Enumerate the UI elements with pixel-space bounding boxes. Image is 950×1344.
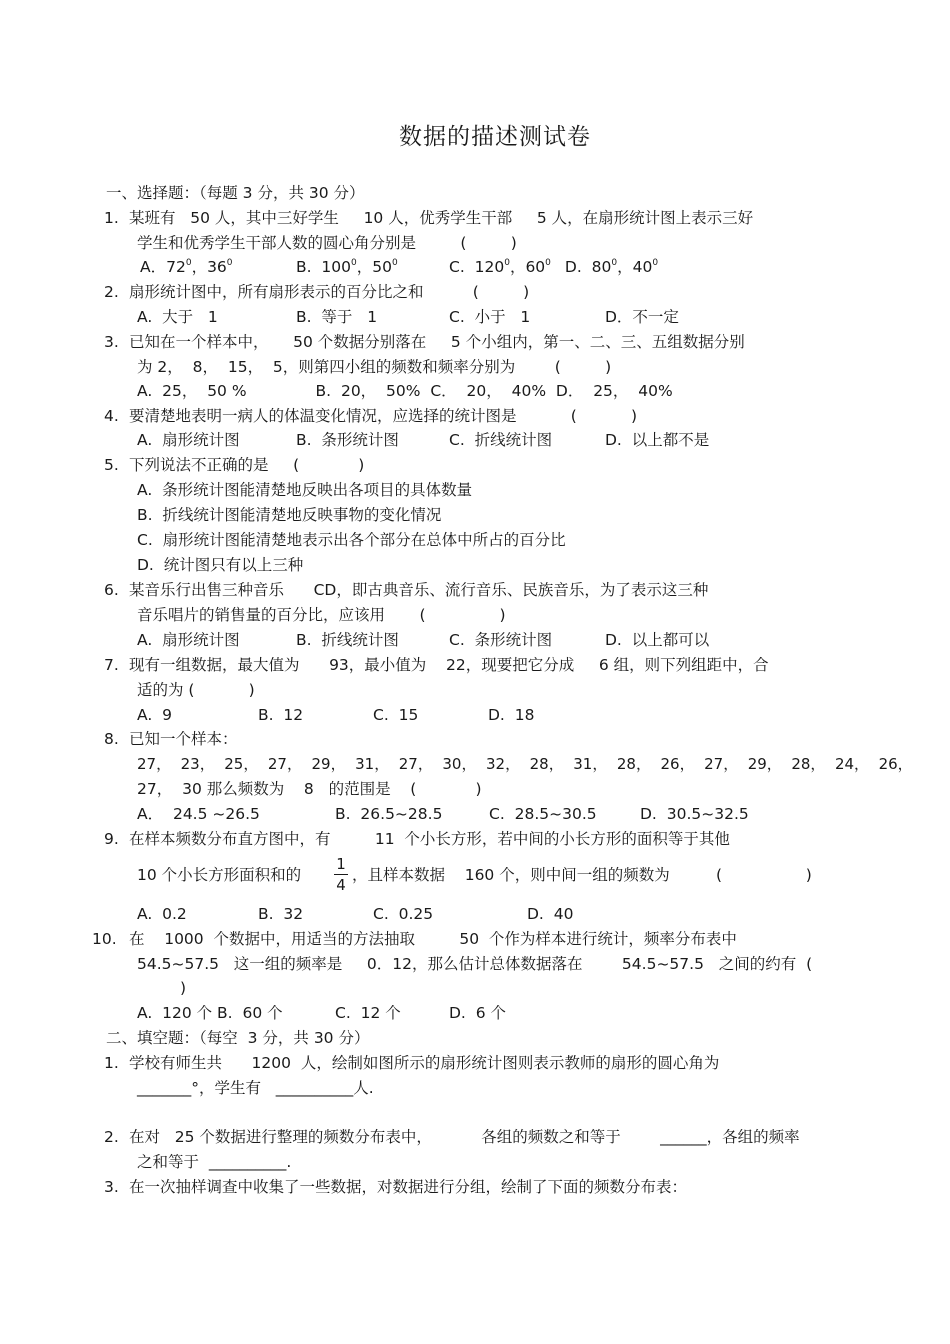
question-text: 为 2， 8， 15， 5，则第四小组的频数和频率分别为 ( )	[137, 358, 612, 376]
answer-paren: ( )	[716, 866, 812, 884]
option-b: B. 26.5~28.5	[335, 805, 443, 823]
question-number: 10.	[92, 930, 117, 948]
option-b: B. 条形统计图	[296, 431, 399, 449]
option-c: C. 28.5~30.5	[489, 805, 597, 823]
option-a: A. 9	[137, 706, 172, 724]
fraction-denominator: 4	[336, 876, 346, 894]
question-text: 音乐唱片的销售量的百分比，应该用 ( )	[137, 606, 506, 624]
option-a: A. 扇形统计图	[137, 631, 240, 649]
option-c: C. 折线统计图	[449, 431, 553, 449]
question-number: 3.	[104, 1178, 119, 1196]
question-number: 6.	[104, 581, 119, 599]
question-text: 27， 30 那么频数为 8 的范围是 ( )	[137, 780, 482, 798]
question-text: 在 1000 个数据中，用适当的方法抽取 50 个作为样本进行统计，频率分布表中	[129, 930, 737, 948]
question-text: 已知在一个样本中， 50 个数据分别落在 5 个小组内，第一、二、三、五组数据分别	[129, 333, 745, 351]
question-text: 某班有 50 人，其中三好学生 10 人，优秀学生干部 5 人，在扇形统计图上表示三好	[129, 209, 754, 227]
option-a: A．$72^0$，$36^0$	[140, 258, 233, 276]
question-number: 8.	[104, 730, 119, 748]
question-number: 4.	[104, 407, 119, 425]
option-b: B. 等于 1	[296, 308, 378, 326]
option-c: C. 15	[373, 706, 419, 724]
question-number: 2.	[104, 1128, 119, 1146]
question-number: 1.	[104, 1054, 119, 1072]
options-row: A. 25， 50 % B. 20， 50% C． 20， 40% D． 25， 40%	[137, 382, 673, 400]
option-d: D. 6 个	[449, 1004, 507, 1022]
option-a: A. 大于 1	[137, 308, 218, 326]
question-text: 适的为 ( )	[137, 681, 255, 699]
question-text: 已知一个样本：	[129, 730, 238, 748]
question-text: 之和等于 __________.	[137, 1153, 292, 1171]
option-b: B. 折线统计图能清楚地反映事物的变化情况	[137, 506, 442, 524]
option-b: B. $100^0$，$50^0$	[296, 258, 398, 276]
option-a: A. 0.2	[137, 905, 187, 923]
option-b: B. 32	[258, 905, 304, 923]
page-title: 数据的描述测试卷	[399, 124, 591, 150]
option-c: C. 12 个	[335, 1004, 401, 1022]
option-d: D. 统计图只有以上三种	[137, 556, 304, 574]
question-text: 下列说法不正确的是 ( )	[129, 456, 365, 474]
question-text: 某音乐行出售三种音乐 CD，即古典音乐、流行音乐、民族音乐，为了表示这三种	[129, 581, 709, 599]
question-number: 2.	[104, 283, 119, 301]
question-text: ，且样本数据 160 个，则中间一组的频数为	[352, 866, 670, 884]
fraction-bar	[334, 874, 348, 875]
answer-paren: )	[180, 979, 187, 997]
question-number: 9.	[104, 830, 119, 848]
option-c: C. $120^0$，$60^0$	[449, 258, 551, 276]
option-d: D. $80^0$，$40^0$	[560, 258, 659, 276]
option-d: D. 18	[488, 706, 535, 724]
question-text: 现有一组数据，最大值为 93，最小值为 22，现要把它分成 6 组，则下列组距中，合	[129, 656, 769, 674]
option-d: D. 以上都不是	[605, 431, 710, 449]
question-text: 学生和优秀学生干部人数的圆心角分别是 ( )	[137, 234, 517, 252]
section-header-choice: 一、选择题：（每题 3 分，共 30 分）	[106, 184, 365, 202]
option-d: D．不一定	[605, 308, 679, 326]
question-text: _______°，学生有 __________人.	[137, 1079, 374, 1097]
option-c: C. 扇形统计图能清楚地表示出各个部分在总体中所占的百分比	[137, 531, 566, 549]
option-b: B. 12	[258, 706, 304, 724]
fraction-numerator: 1	[336, 855, 346, 873]
question-text: 在一次抽样调查中收集了一些数据，对数据进行分组，绘制了下面的频数分布表：	[129, 1178, 688, 1196]
sample-data: 27， 23， 25， 27， 29， 31， 27， 30， 32， 28， 31， 28， 26， 27， 29， 28， 24， 26，	[137, 755, 913, 773]
question-text: 10 个小长方形面积和的	[137, 866, 302, 884]
question-number: 7.	[104, 656, 119, 674]
option-d: D. 以上都可以	[605, 631, 710, 649]
question-text: 要清楚地表明一病人的体温变化情况，应选择的统计图是 ( )	[129, 407, 637, 425]
option-a: A. 条形统计图能清楚地反映出各项目的具体数量	[137, 481, 473, 499]
section-header-fill: 二、填空题：（每空 3 分，共 30 分）	[106, 1029, 370, 1047]
question-text: 54.5~57.5 这一组的频率是 0．12，那么估计总体数据落在 54.5~57.5 之间的约有 (	[137, 955, 813, 973]
question-number: 5.	[104, 456, 119, 474]
question-text: 学校有师生共 1200 人，绘制如图所示的扇形统计图则表示教师的扇形的圆心角为	[129, 1054, 720, 1072]
option-d: D. 30.5~32.5	[640, 805, 749, 823]
option-a-b: A. 120 个 B. 60 个	[137, 1004, 283, 1022]
question-number: 1.	[104, 209, 119, 227]
question-text: 在样本频数分布直方图中，有 11 个小长方形，若中间的小长方形的面积等于其他	[129, 830, 730, 848]
question-text: 扇形统计图中，所有扇形表示的百分比之和 ( )	[129, 283, 530, 301]
option-b: B. 折线统计图	[296, 631, 399, 649]
question-text: 在对 25 个数据进行整理的频数分布表中， 各组的频数之和等于 ______，各组的频率	[129, 1128, 800, 1146]
option-c: C. 0.25	[373, 905, 434, 923]
option-c: C. 条形统计图	[449, 631, 553, 649]
option-d: D. 40	[527, 905, 574, 923]
option-c: C. 小于 1	[449, 308, 531, 326]
fraction-one-quarter	[334, 855, 348, 894]
question-number: 3.	[104, 333, 119, 351]
option-a: A． 24.5 ~26.5	[137, 805, 260, 823]
option-a: A. 扇形统计图	[137, 431, 240, 449]
